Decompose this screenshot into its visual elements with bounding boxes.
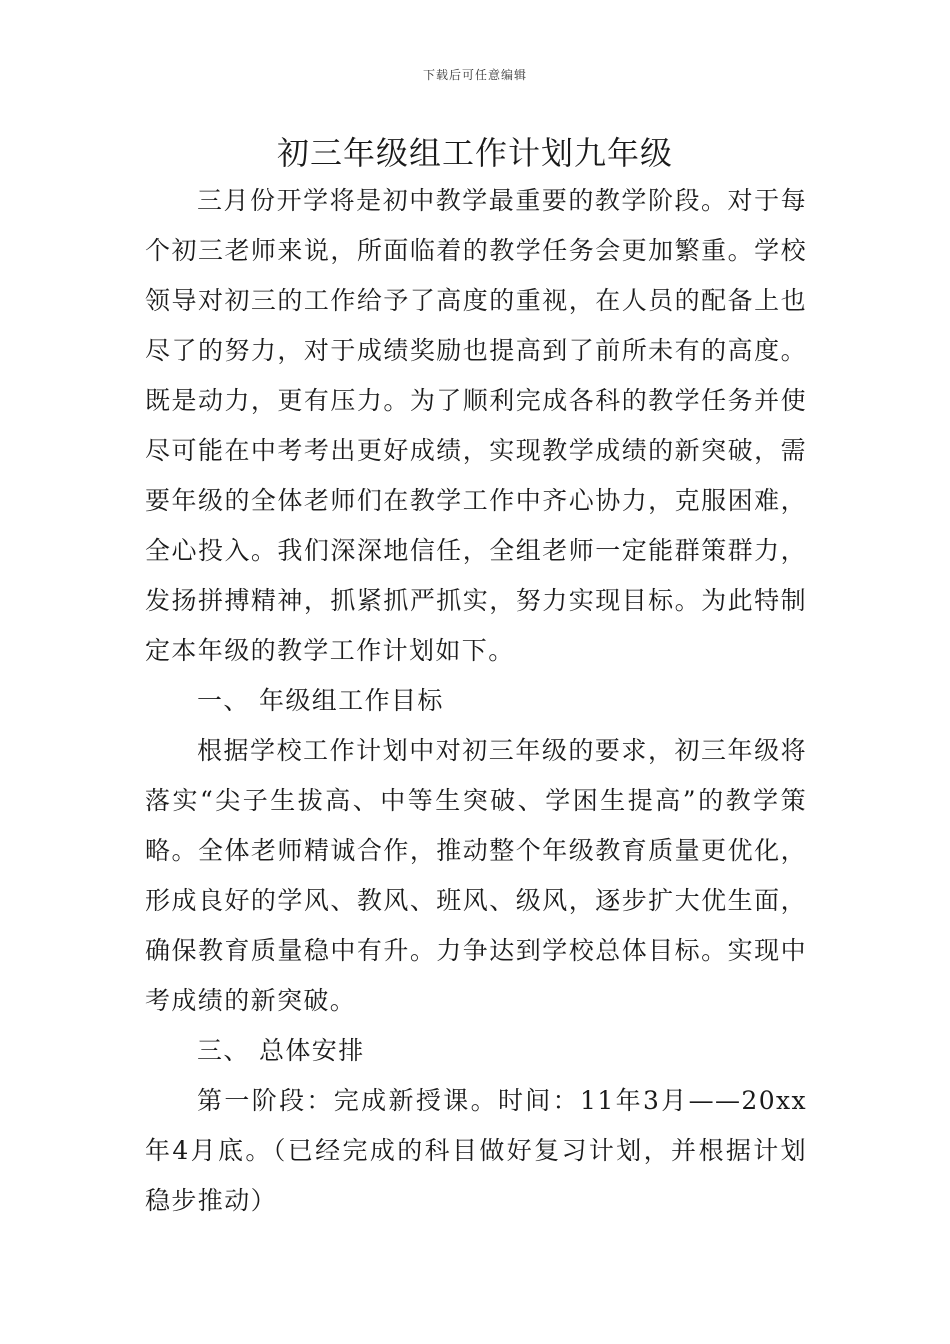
section-number: 三、 bbox=[197, 1036, 250, 1065]
document-body bbox=[145, 176, 807, 1226]
stage1-paragraph: 第一阶段：完成新授课。时间：11年3月——20xx年4月底。（已经完成的科目做好复习计划，并根据计划稳步推动） bbox=[145, 1086, 807, 1215]
section-heading-text: 总体安排 bbox=[259, 1036, 365, 1065]
section-heading-goals bbox=[145, 676, 807, 726]
header-note: 下载后可任意编辑 bbox=[422, 68, 527, 82]
section-heading-arrangement bbox=[145, 1026, 807, 1076]
goal-paragraph: 根据学校工作计划中对初三年级的要求，初三年级将落实“尖子生拔高、中等生突破、学困生提高”的教学策略。全体老师精诚合作，推动整个年级教育质量更优化，形成良好的学风、教风、班风、级风，逐步扩大优生面，确保教育质量稳中有升。力争达到学校总体目标。实现中考成绩的新突破。 bbox=[145, 736, 807, 1015]
intro-paragraph: 三月份开学将是初中教学最重要的教学阶段。对于每个初三老师来说，所面临着的教学任务会更加繁重。学校领导对初三的工作给予了高度的重视，在人员的配备上也尽了的努力，对于成绩奖励也提高到了前所未有的高度。既是动力，更有压力。为了顺利完成各科的教学任务并使尽可能在中考考出更好成绩，实现教学成绩的新突破，需要年级的全体老师们在教学工作中齐心协力，克服困难，全心投入。我们深深地信任，全组老师一定能群策群力，发扬拼搏精神，抓紧抓严抓实，努力实现目标。为此特制定本年级的教学工作计划如下。 bbox=[145, 186, 807, 665]
document-title: 初三年级组工作计划九年级 bbox=[276, 134, 673, 172]
section-heading-text: 年级组工作目标 bbox=[259, 686, 444, 715]
section-number: 一、 bbox=[197, 686, 250, 715]
